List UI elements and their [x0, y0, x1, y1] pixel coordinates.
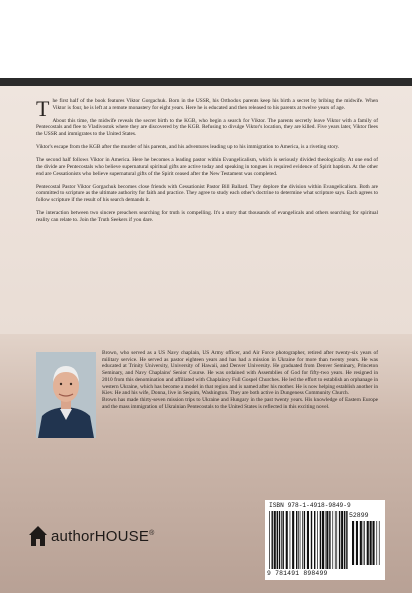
author-bio: [36, 350, 378, 442]
bio-paragraph-1: Brown, who served as a US Navy chaplain, US Army officer, and Air Force photographer, retired after twenty-six years of military service. He served as pastor eighteen years and has had a mission in Ukraine for more than twenty years. He was educated at Trinity University, University of Hawaii, and Denver University. He graduated from Denver Seminary, Princeton Seminary, and Navy Chaplains' Senior Course. He was ordained with Assemblies of God for fifty-two years. He resigned in 2010 from this denomination and affiliated with Chaplaincy Full Gospel Churches. He led the effort to establish an orphanage in western Ukraine, which has become a model in that region and is named after his mother. He is now helping establish another in Kiev. He and his wife, Donna, live in Sequim, Washington. They are both active in Dungeness Community Church.: [102, 350, 378, 397]
blurb-paragraph-2: About this time, the midwife reveals the secret birth to the KGB, who begin a search for Viktor. The parents secretly leave Viktor with a family of Pentecostals and flee to Vladivostok where they are discovered by the KGB. Refusing to divulge Viktor's location, they are killed. Five years later, Viktor flees the USSR and immigrates to the United States.: [36, 117, 378, 137]
publisher-name: authorHOUSE®: [51, 528, 155, 545]
blurb-paragraph-6: The interaction between two sincere preachers searching for truth is compelling. It's a story that thousands of evangelicals and others searching for spiritual reality can relate to. Join the Truth Seekers if you dare.: [36, 210, 378, 223]
dark-divider-band: [0, 78, 412, 86]
back-cover-blurb: [36, 98, 378, 230]
blurb-paragraph-4: The second half follows Viktor in America. Here he becomes a leading pastor within Evangelicalism, which is seriously divided theologically. At one end of the divide are Pentecostals who believe supernatural spiritual gifts are active today and speaking in tongues is required evidence of Spirit baptism. At the other end are Cessationists who believe supernatural gifts of the Spirit ceased after the New Testament was completed.: [36, 157, 378, 177]
blurb-paragraph-5: Pentecostal Pastor Viktor Gorgachuk becomes close friends with Cessationist Pastor Bill Ballard. They deplore the division within Evangelicalism. Both are committed to scripture as the ultimate authority for faith and practice. They agree to study each other's doctrine to determine what scripture says. Each agrees to follow scripture if the result of his search demands it.: [36, 183, 378, 203]
price-barcode-bars: [351, 521, 381, 565]
top-white-band: [0, 0, 412, 78]
blurb-paragraph-1: The first half of the book features Viktor Gorgachuk. Born in the USSR, his Orthodox parents keep his birth a secret by bribing the midwife. When Viktor is four, he is left at a remote monastery for eight years. Here he is educated and then released to his parents at twelve years of age.: [36, 96, 378, 121]
barcode-digits: 9 781491 898499: [267, 570, 328, 577]
isbn-label: ISBN 978-1-4918-9849-9: [269, 502, 351, 509]
price-code: 52899: [349, 512, 369, 519]
dropcap-letter: T: [36, 96, 50, 121]
blurb-paragraph-3: Viktor's escape from the KGB after the murder of his parents, and his adventures leading up to his immigration to America, is a riveting story.: [36, 144, 340, 151]
house-icon: [28, 524, 48, 548]
isbn-barcode: [265, 500, 385, 580]
barcode-bars: [268, 511, 348, 569]
bio-paragraph-2: Brown has made thirty-seven mission trips to Ukraine and Hungary in the past twenty years. His knowledge of Eastern Europe and the mass immigration of Ukrainian Pentecostals to the United States is reflected in this exciting novel.: [102, 396, 378, 410]
publisher-logo: [28, 522, 178, 552]
